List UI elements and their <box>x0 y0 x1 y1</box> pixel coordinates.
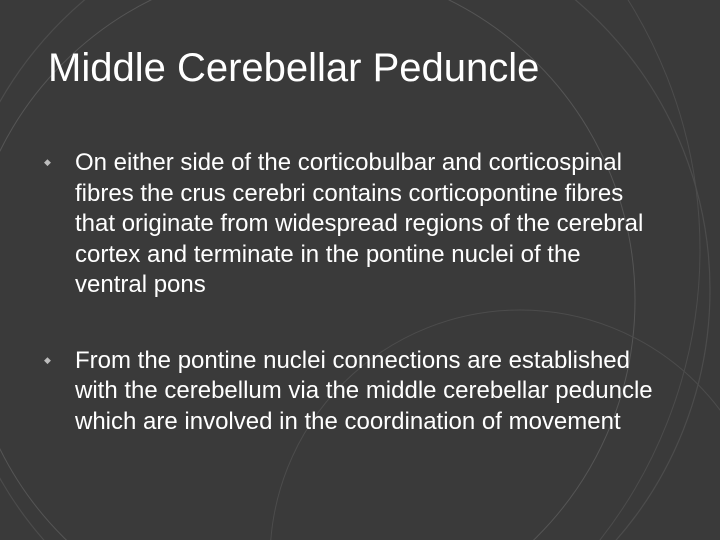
bullet-text: From the pontine nuclei connections are established with the cerebellum via the middle cerebellar peduncle which are involved in the coordination of movement <box>75 346 653 435</box>
diamond-bullet-icon: ◆ <box>44 157 51 167</box>
slide-title: Middle Cerebellar Peduncle <box>48 46 540 90</box>
bullet-item <box>44 346 654 438</box>
bullet-list <box>44 148 654 437</box>
bullet-item <box>44 148 654 301</box>
bullet-text: On either side of the corticobulbar and corticospinal fibres the crus cerebri contains corticopontine fibres that originate from widespread regions of the cerebral cortex and terminate in the pontine nuclei of the ventral pons <box>75 149 644 298</box>
diamond-bullet-icon: ◆ <box>44 354 51 365</box>
